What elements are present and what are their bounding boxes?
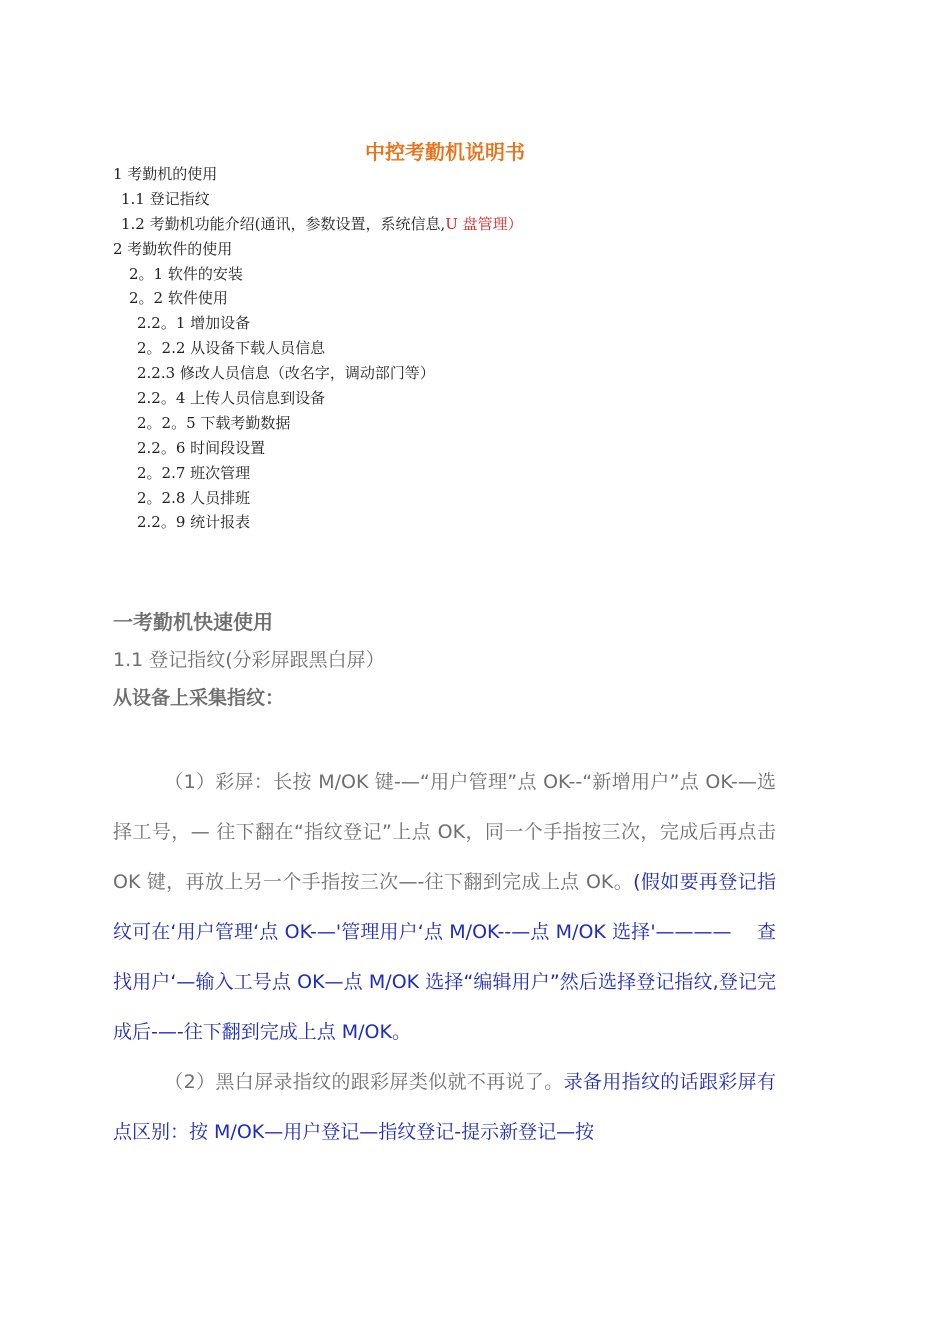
table-of-contents bbox=[113, 162, 523, 535]
paragraph-note: 录备用指纹的话跟彩屏有点区别：按 M/OK—用户登记—指纹登记-提示新登记—按 bbox=[113, 1071, 776, 1143]
toc-entry bbox=[113, 510, 523, 535]
paragraph-mono-screen bbox=[113, 1057, 776, 1157]
paragraph-note: (假如要再登记指纹可在‘用户管理‘点 OK-—'管理用户‘点 M/OK--—点 M/OK 选择'———— 查找用户‘—输入工号点 OK—点 M/OK 选择“编辑用户”然后选择登记指纹,登记完成后-—-往下翻到完成上点 M/OK。 bbox=[113, 871, 776, 1043]
toc-entry-text: 1.2 考勤机功能介绍(通讯，参数设置，系统信息, bbox=[121, 214, 446, 233]
toc-entry-text: 2。1 软件的安装 bbox=[129, 264, 243, 283]
toc-entry bbox=[113, 436, 523, 461]
body-text bbox=[113, 757, 776, 1157]
toc-entry bbox=[113, 187, 523, 212]
toc-entry-text: 2.2。4 上传人员信息到设备 bbox=[137, 389, 326, 408]
toc-entry bbox=[113, 486, 523, 511]
toc-entry-text: 1.1 登记指纹 bbox=[121, 189, 210, 208]
toc-entry-text: 2.2。6 时间段设置 bbox=[137, 438, 266, 457]
toc-entry bbox=[113, 237, 523, 262]
toc-entry bbox=[113, 361, 523, 386]
toc-entry bbox=[113, 262, 523, 287]
paragraph-text: （2）黑白屏录指纹的跟彩屏类似就不再说了。 bbox=[164, 1071, 564, 1093]
toc-entry-text: 2.2。1 增加设备 bbox=[137, 314, 251, 333]
toc-entry bbox=[113, 311, 523, 336]
toc-entry-highlight: U 盘管理） bbox=[445, 214, 523, 233]
toc-entry bbox=[113, 336, 523, 361]
toc-entry bbox=[113, 411, 523, 436]
toc-entry-text: 2。2。5 下载考勤数据 bbox=[137, 413, 291, 432]
toc-entry-text: 2.2.3 修改人员信息（改名字，调动部门等） bbox=[137, 364, 435, 383]
paragraph-color-screen bbox=[113, 757, 776, 1057]
toc-entry bbox=[113, 212, 523, 237]
subsection-heading: 1.1 登记指纹(分彩屏跟黑白屏） bbox=[113, 649, 385, 671]
toc-entry bbox=[113, 461, 523, 486]
toc-entry-text: 2。2.8 人员排班 bbox=[137, 488, 251, 507]
paragraph-text: （1）彩屏：长按 M/OK 键-—“用户管理”点 OK--“新增用户”点 OK-—选择工号，— 往下翻在“指纹登记”上点 OK，同一个手指按三次，完成后再点击 OK 键，再放上另一个手指按三次—-往下翻到完成上点 OK。 bbox=[113, 771, 776, 893]
toc-entry-text: 2。2 软件使用 bbox=[129, 289, 228, 308]
toc-entry-text: 2.2。9 统计报表 bbox=[137, 513, 251, 532]
subsection-lead: 从设备上采集指纹： bbox=[113, 687, 285, 709]
toc-entry-text: 2。2.2 从设备下载人员信息 bbox=[137, 339, 326, 358]
toc-entry bbox=[113, 162, 523, 187]
toc-entry bbox=[113, 286, 523, 311]
toc-entry bbox=[113, 386, 523, 411]
toc-entry-text: 2。2.7 班次管理 bbox=[137, 463, 251, 482]
section-heading: 一考勤机快速使用 bbox=[113, 610, 273, 634]
toc-entry-text: 1 考勤机的使用 bbox=[113, 165, 218, 183]
document-title: 中控考勤机说明书 bbox=[365, 140, 525, 164]
toc-entry-text: 2 考勤软件的使用 bbox=[113, 239, 233, 258]
